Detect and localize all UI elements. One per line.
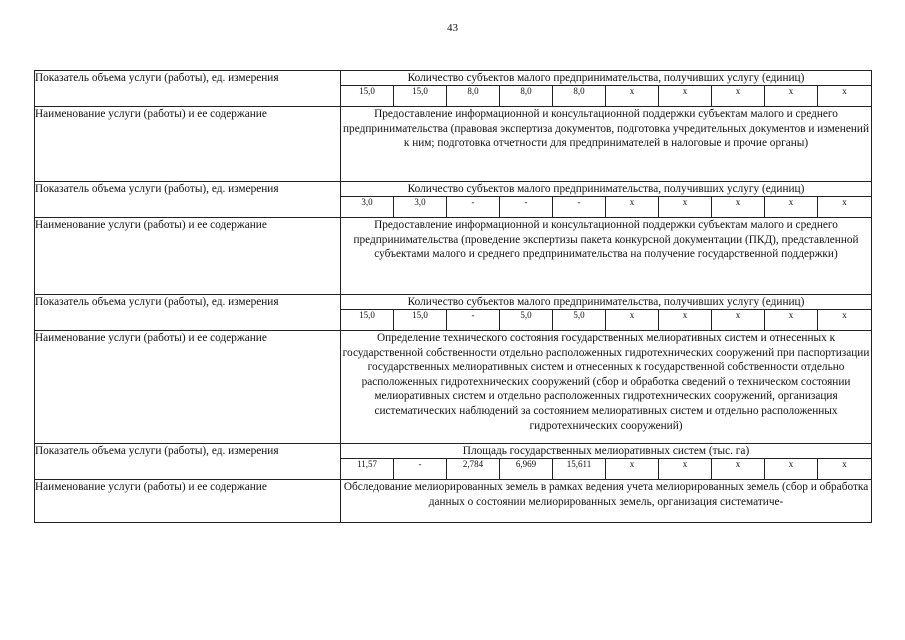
service-row [35, 218, 872, 295]
service-description: Предоставление информационной и консультационной поддержки субъектам малого и среднего предпринимательства (проведение экспертизы пакета конкурсной документации (ПКД), представленной субъектами малого и среднего предпринимательства на получение государственной поддержки) [341, 218, 872, 295]
value-cell: x [659, 86, 712, 107]
value-cell: 5,0 [500, 310, 553, 331]
value-cell: - [553, 197, 606, 218]
value-cell: 15,611 [553, 459, 606, 480]
value-cell: x [659, 459, 712, 480]
service-description: Предоставление информационной и консультационной поддержки субъектам малого и среднего предпринимательства (правовая экспертиза документов, подготовка учредительных документов и изменений к ним; подготовка отчетности для предпринимателей в налоговые и прочие органы) [341, 107, 872, 182]
indicator-label: Показатель объема услуги (работы), ед. измерения [35, 182, 341, 218]
service-description: Определение технического состояния государственных мелиоративных систем и отнесенных к государственной собственности отдельно расположенных гидротехнических сооружений при паспортизации государственных мелиоративных систем и отнесенных к государственной собственности отдельно расположенных гидротехнических сооружений (сбор и обработка сведений о техническом состоянии мелиоративных систем и отдельно расположенных гидротехнических сооружений, организация систематических наблюдений за состоянием мелиоративных систем и отдельно расположенных гидротехнических сооружений) [341, 331, 872, 444]
indicator-header-row [35, 444, 872, 459]
value-cell: x [818, 459, 872, 480]
indicator-title: Количество субъектов малого предпринимательства, получивших услугу (единиц) [341, 71, 872, 86]
value-cell: 8,0 [447, 86, 500, 107]
value-cell: x [818, 197, 872, 218]
indicator-label: Показатель объема услуги (работы), ед. измерения [35, 71, 341, 107]
value-cell: 2,784 [447, 459, 500, 480]
value-cell: x [712, 197, 765, 218]
service-label: Наименование услуги (работы) и ее содержание [35, 480, 341, 523]
service-label: Наименование услуги (работы) и ее содержание [35, 218, 341, 295]
value-cell: x [712, 310, 765, 331]
service-row [35, 331, 872, 444]
indicator-title: Количество субъектов малого предпринимательства, получивших услугу (единиц) [341, 295, 872, 310]
service-description: Обследование мелиорированных земель в рамках ведения учета мелиорированных земель (сбор и обработка данных о состоянии мелиорированных земель, организация систематиче- [341, 480, 872, 523]
value-cell: 15,0 [394, 310, 447, 331]
indicator-header-row [35, 182, 872, 197]
value-cell: x [765, 197, 818, 218]
value-cell: x [712, 86, 765, 107]
service-row [35, 480, 872, 523]
value-cell: x [606, 197, 659, 218]
value-cell: - [447, 197, 500, 218]
indicator-header-row [35, 295, 872, 310]
indicator-label: Показатель объема услуги (работы), ед. измерения [35, 444, 341, 480]
value-cell: x [765, 310, 818, 331]
value-cell: 5,0 [553, 310, 606, 331]
value-cell: x [765, 86, 818, 107]
page-number: 43 [447, 22, 458, 34]
value-cell: x [659, 310, 712, 331]
value-cell: x [765, 459, 818, 480]
value-cell: 15,0 [394, 86, 447, 107]
value-cell: 15,0 [341, 310, 394, 331]
value-cell: - [447, 310, 500, 331]
indicator-label: Показатель объема услуги (работы), ед. измерения [35, 295, 341, 331]
value-cell: x [818, 310, 872, 331]
value-cell: 3,0 [394, 197, 447, 218]
indicator-title: Количество субъектов малого предпринимательства, получивших услугу (единиц) [341, 182, 872, 197]
value-cell: 11,57 [341, 459, 394, 480]
indicator-title: Площадь государственных мелиоративных систем (тыс. га) [341, 444, 872, 459]
value-cell: x [818, 86, 872, 107]
value-cell: x [606, 310, 659, 331]
value-cell: 6,969 [500, 459, 553, 480]
value-cell: 8,0 [500, 86, 553, 107]
indicator-header-row [35, 71, 872, 86]
value-cell: 15,0 [341, 86, 394, 107]
value-cell: 8,0 [553, 86, 606, 107]
service-label: Наименование услуги (работы) и ее содержание [35, 107, 341, 182]
value-cell: x [712, 459, 765, 480]
service-label: Наименование услуги (работы) и ее содержание [35, 331, 341, 444]
value-cell: x [606, 459, 659, 480]
value-cell: x [606, 86, 659, 107]
value-cell: - [500, 197, 553, 218]
value-cell: - [394, 459, 447, 480]
value-cell: 3,0 [341, 197, 394, 218]
service-row [35, 107, 872, 182]
services-table [34, 70, 872, 523]
value-cell: x [659, 197, 712, 218]
